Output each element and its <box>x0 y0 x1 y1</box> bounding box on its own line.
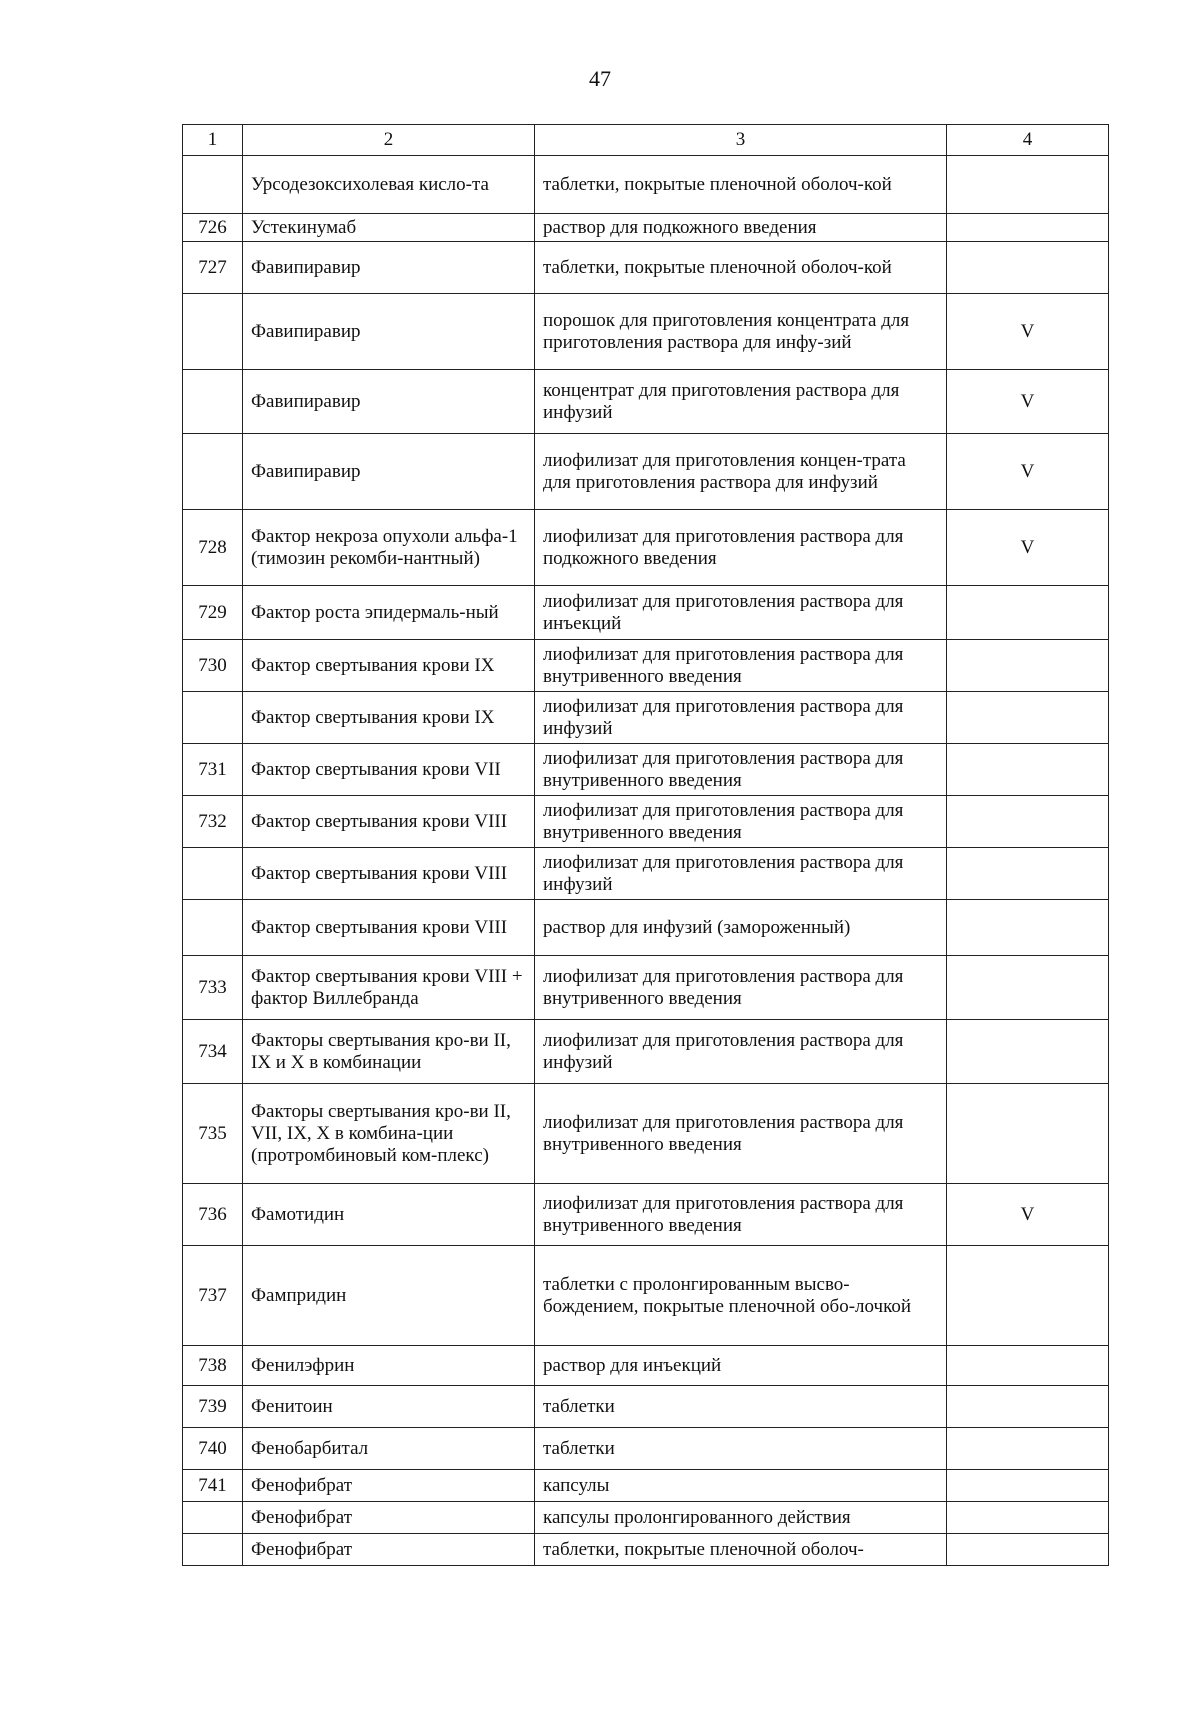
row-number-cell: 729 <box>183 586 243 640</box>
row-number-cell: 737 <box>183 1246 243 1346</box>
row-number-cell <box>183 434 243 510</box>
table-row <box>183 434 1109 510</box>
row-number-cell <box>183 294 243 370</box>
row-number-cell: 727 <box>183 242 243 294</box>
table-row <box>183 510 1109 586</box>
row-number-cell: 735 <box>183 1084 243 1184</box>
mark-cell <box>947 1020 1109 1084</box>
row-number-cell: 731 <box>183 744 243 796</box>
dosage-form-cell: лиофилизат для приготовления раствора для инфузий <box>535 848 947 900</box>
dosage-form-cell: лиофилизат для приготовления раствора для внутривенного введения <box>535 1084 947 1184</box>
mark-cell: V <box>947 294 1109 370</box>
mark-cell: V <box>947 1184 1109 1246</box>
column-header: 4 <box>947 125 1109 156</box>
row-number-cell <box>183 1502 243 1534</box>
page-number: 47 <box>589 66 611 91</box>
row-number-cell: 728 <box>183 510 243 586</box>
table-row <box>183 1502 1109 1534</box>
drug-name-cell: Фактор свертывания крови VIII <box>243 848 535 900</box>
column-header: 3 <box>535 125 947 156</box>
mark-cell <box>947 1346 1109 1386</box>
mark-cell <box>947 586 1109 640</box>
row-number-cell: 740 <box>183 1428 243 1470</box>
drug-name-cell: Фенофибрат <box>243 1470 535 1502</box>
table-row <box>183 692 1109 744</box>
table-row <box>183 1346 1109 1386</box>
drug-name-cell: Фенилэфрин <box>243 1346 535 1386</box>
dosage-form-cell: таблетки, покрытые пленочной оболоч- <box>535 1534 947 1566</box>
table-row <box>183 1184 1109 1246</box>
table-row <box>183 1386 1109 1428</box>
row-number-cell: 726 <box>183 214 243 242</box>
row-number-cell: 738 <box>183 1346 243 1386</box>
dosage-form-cell: таблетки, покрытые пленочной оболоч-кой <box>535 242 947 294</box>
mark-cell <box>947 1470 1109 1502</box>
drug-name-cell: Урсодезоксихолевая кисло-та <box>243 156 535 214</box>
table-row <box>183 586 1109 640</box>
mark-cell <box>947 640 1109 692</box>
mark-cell <box>947 1386 1109 1428</box>
drug-name-cell: Фактор некроза опухоли альфа-1 (тимозин рекомби-нантный) <box>243 510 535 586</box>
drug-name-cell: Факторы свертывания кро-ви II, VII, IX, X в комбина-ции (протромбиновый ком-плекс) <box>243 1084 535 1184</box>
drug-name-cell: Фактор свертывания крови IX <box>243 692 535 744</box>
table-row <box>183 1428 1109 1470</box>
mark-cell <box>947 214 1109 242</box>
drug-name-cell: Фавипиравир <box>243 294 535 370</box>
row-number-cell: 732 <box>183 796 243 848</box>
row-number-cell <box>183 900 243 956</box>
mark-cell <box>947 1534 1109 1566</box>
drug-name-cell: Фактор свертывания крови IX <box>243 640 535 692</box>
drug-name-cell: Фенитоин <box>243 1386 535 1428</box>
drug-name-cell: Фавипиравир <box>243 242 535 294</box>
drug-name-cell: Фамотидин <box>243 1184 535 1246</box>
drug-name-cell: Устекинумаб <box>243 214 535 242</box>
dosage-form-cell: лиофилизат для приготовления раствора для инфузий <box>535 692 947 744</box>
mark-cell <box>947 242 1109 294</box>
header-row <box>183 125 1109 156</box>
dosage-form-cell: капсулы <box>535 1470 947 1502</box>
drug-name-cell: Фенофибрат <box>243 1534 535 1566</box>
dosage-form-cell: лиофилизат для приготовления раствора для внутривенного введения <box>535 640 947 692</box>
mark-cell <box>947 1246 1109 1346</box>
table-row <box>183 214 1109 242</box>
mark-cell <box>947 848 1109 900</box>
table-row <box>183 1470 1109 1502</box>
mark-cell <box>947 900 1109 956</box>
table-row <box>183 1246 1109 1346</box>
dosage-form-cell: раствор для инфузий (замороженный) <box>535 900 947 956</box>
row-number-cell: 734 <box>183 1020 243 1084</box>
dosage-form-cell: лиофилизат для приготовления раствора для внутривенного введения <box>535 1184 947 1246</box>
row-number-cell <box>183 692 243 744</box>
drug-name-cell: Фавипиравир <box>243 370 535 434</box>
dosage-form-cell: лиофилизат для приготовления раствора для внутривенного введения <box>535 956 947 1020</box>
table-row <box>183 744 1109 796</box>
mark-cell <box>947 744 1109 796</box>
drug-name-cell: Фампридин <box>243 1246 535 1346</box>
dosage-form-cell: лиофилизат для приготовления концен-трата для приготовления раствора для инфузий <box>535 434 947 510</box>
table-row <box>183 796 1109 848</box>
table-row <box>183 370 1109 434</box>
dosage-form-cell: концентрат для приготовления раствора для инфузий <box>535 370 947 434</box>
dosage-form-cell: раствор для подкожного введения <box>535 214 947 242</box>
drug-name-cell: Фактор свертывания крови VIII <box>243 796 535 848</box>
dosage-form-cell: лиофилизат для приготовления раствора для подкожного введения <box>535 510 947 586</box>
table-row <box>183 640 1109 692</box>
table-row <box>183 900 1109 956</box>
dosage-form-cell: таблетки <box>535 1386 947 1428</box>
row-number-cell: 741 <box>183 1470 243 1502</box>
table-row <box>183 956 1109 1020</box>
table-row <box>183 242 1109 294</box>
mark-cell: V <box>947 370 1109 434</box>
drug-name-cell: Фактор свертывания крови VIII + фактор Виллебранда <box>243 956 535 1020</box>
mark-cell: V <box>947 510 1109 586</box>
dosage-form-cell: порошок для приготовления концентрата для приготовления раствора для инфу-зий <box>535 294 947 370</box>
table-row <box>183 1020 1109 1084</box>
table-row <box>183 1084 1109 1184</box>
mark-cell <box>947 692 1109 744</box>
drug-name-cell: Фактор свертывания крови VII <box>243 744 535 796</box>
table-row <box>183 1534 1109 1566</box>
drug-name-cell: Факторы свертывания кро-ви II, IX и X в комбинации <box>243 1020 535 1084</box>
mark-cell <box>947 1084 1109 1184</box>
drug-name-cell: Фенофибрат <box>243 1502 535 1534</box>
mark-cell <box>947 1428 1109 1470</box>
dosage-form-cell: лиофилизат для приготовления раствора для внутривенного введения <box>535 796 947 848</box>
dosage-form-cell: таблетки, покрытые пленочной оболоч-кой <box>535 156 947 214</box>
medicines-table <box>182 124 1109 1566</box>
row-number-cell: 736 <box>183 1184 243 1246</box>
column-header: 2 <box>243 125 535 156</box>
row-number-cell: 733 <box>183 956 243 1020</box>
dosage-form-cell: капсулы пролонгированного действия <box>535 1502 947 1534</box>
drug-name-cell: Фактор роста эпидермаль-ный <box>243 586 535 640</box>
table-row <box>183 848 1109 900</box>
dosage-form-cell: таблетки <box>535 1428 947 1470</box>
row-number-cell <box>183 370 243 434</box>
drug-name-cell: Фактор свертывания крови VIII <box>243 900 535 956</box>
drug-name-cell: Фавипиравир <box>243 434 535 510</box>
dosage-form-cell: лиофилизат для приготовления раствора для внутривенного введения <box>535 744 947 796</box>
table-row <box>183 156 1109 214</box>
mark-cell <box>947 156 1109 214</box>
row-number-cell <box>183 848 243 900</box>
dosage-form-cell: лиофилизат для приготовления раствора для инфузий <box>535 1020 947 1084</box>
drug-name-cell: Фенобарбитал <box>243 1428 535 1470</box>
column-header: 1 <box>183 125 243 156</box>
mark-cell <box>947 796 1109 848</box>
dosage-form-cell: раствор для инъекций <box>535 1346 947 1386</box>
row-number-cell: 730 <box>183 640 243 692</box>
row-number-cell <box>183 1534 243 1566</box>
dosage-form-cell: таблетки с пролонгированным высво-бождением, покрытые пленочной обо-лочкой <box>535 1246 947 1346</box>
mark-cell <box>947 956 1109 1020</box>
dosage-form-cell: лиофилизат для приготовления раствора для инъекций <box>535 586 947 640</box>
table-row <box>183 294 1109 370</box>
row-number-cell <box>183 156 243 214</box>
mark-cell: V <box>947 434 1109 510</box>
row-number-cell: 739 <box>183 1386 243 1428</box>
mark-cell <box>947 1502 1109 1534</box>
